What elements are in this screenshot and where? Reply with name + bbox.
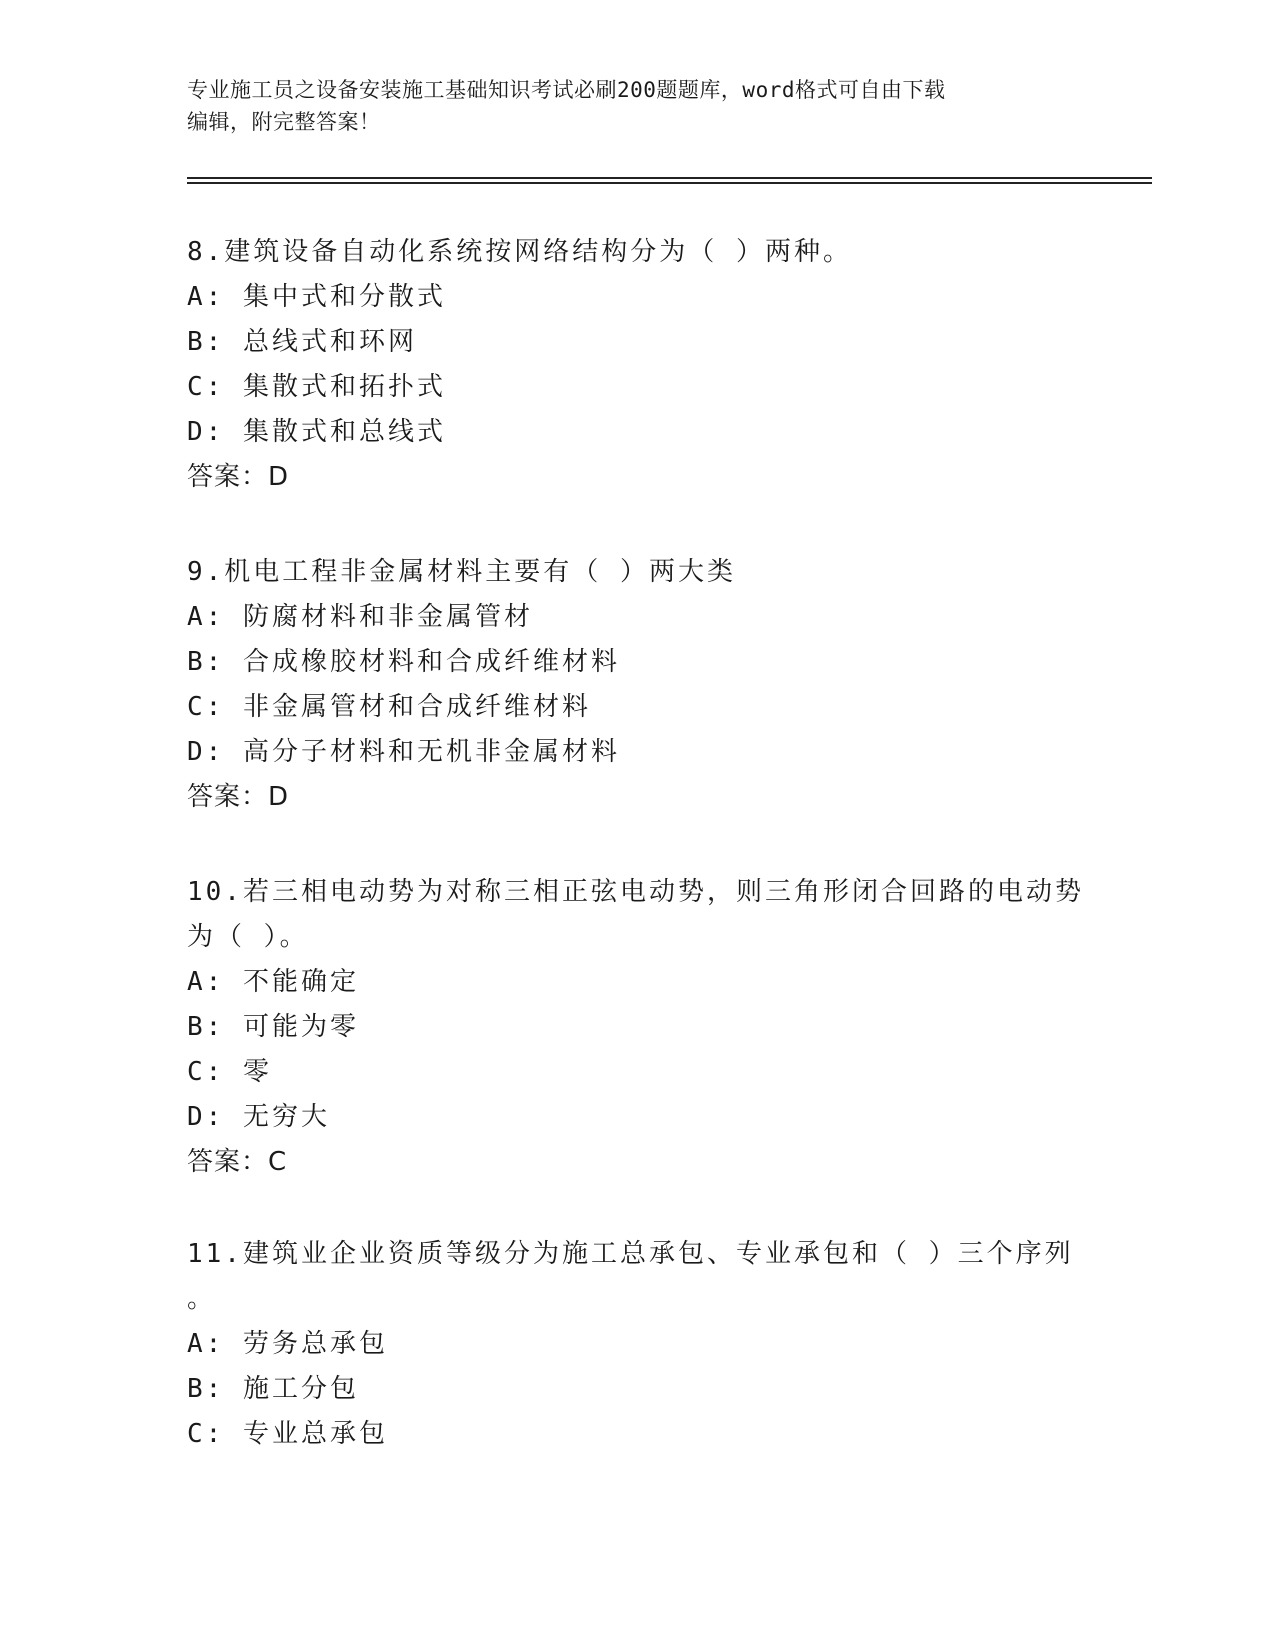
question-stem-continued: 为（ ）。 bbox=[187, 922, 309, 952]
document-header bbox=[187, 74, 1067, 138]
question-11 bbox=[187, 1232, 1087, 1457]
option-b: B: 可能为零 bbox=[187, 1012, 359, 1042]
header-divider-top bbox=[187, 177, 1152, 179]
option-a: A: 集中式和分散式 bbox=[187, 282, 446, 312]
answer: 答案：C bbox=[187, 1147, 288, 1177]
option-a: A: 防腐材料和非金属管材 bbox=[187, 602, 533, 632]
question-8 bbox=[187, 230, 1087, 500]
option-b: B: 合成橡胶材料和合成纤维材料 bbox=[187, 647, 620, 677]
question-stem-continued: 。 bbox=[187, 1284, 217, 1314]
header-divider-bottom bbox=[187, 182, 1152, 184]
option-c: C: 集散式和拓扑式 bbox=[187, 372, 446, 402]
option-d: D: 高分子材料和无机非金属材料 bbox=[187, 737, 620, 767]
question-stem: 8.建筑设备自动化系统按网络结构分为（ ）两种。 bbox=[187, 237, 852, 267]
question-stem: 9.机电工程非金属材料主要有（ ）两大类 bbox=[187, 557, 736, 587]
header-line-2: 编辑，附完整答案！ bbox=[187, 110, 381, 134]
option-a: A: 不能确定 bbox=[187, 967, 359, 997]
option-c: C: 零 bbox=[187, 1057, 272, 1087]
option-a: A: 劳务总承包 bbox=[187, 1329, 388, 1359]
answer: 答案：D bbox=[187, 462, 290, 492]
question-stem: 11.建筑业企业资质等级分为施工总承包、专业承包和（ ）三个序列 bbox=[187, 1239, 1074, 1269]
option-b: B: 施工分包 bbox=[187, 1374, 359, 1404]
option-d: D: 无穷大 bbox=[187, 1102, 330, 1132]
question-9 bbox=[187, 550, 1087, 820]
option-c: C: 非金属管材和合成纤维材料 bbox=[187, 692, 591, 722]
question-10 bbox=[187, 870, 1087, 1185]
answer: 答案：D bbox=[187, 782, 290, 812]
option-c: C: 专业总承包 bbox=[187, 1419, 388, 1449]
header-line-1: 专业施工员之设备安装施工基础知识考试必刷200题题库，word格式可自由下载 bbox=[187, 78, 946, 102]
option-d: D: 集散式和总线式 bbox=[187, 417, 446, 447]
option-b: B: 总线式和环网 bbox=[187, 327, 417, 357]
question-stem: 10.若三相电动势为对称三相正弦电动势，则三角形闭合回路的电动势 bbox=[187, 877, 1084, 907]
